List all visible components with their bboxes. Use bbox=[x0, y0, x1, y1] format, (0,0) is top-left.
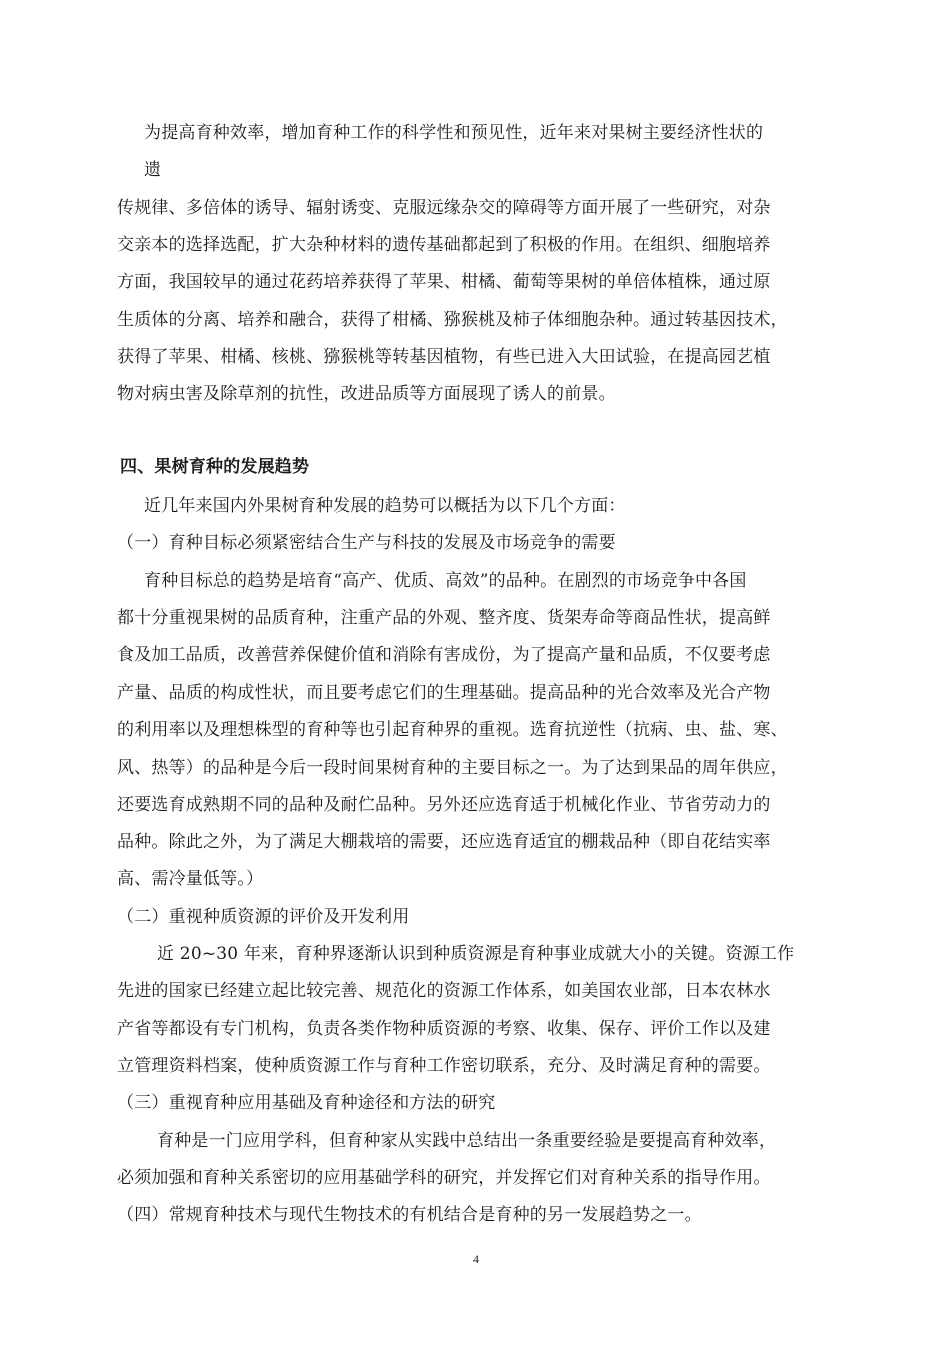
paragraph-line: 产省等都设有专门机构，负责各类作物种质资源的考察、收集、保存、评价工作以及建 bbox=[117, 1019, 771, 1039]
paragraph-line: 高、需冷量低等。） bbox=[117, 869, 264, 889]
paragraph-line: 都十分重视果树的品质育种，注重产品的外观、整齐度、货架寿命等商品性状，提高鲜 bbox=[117, 608, 771, 628]
subheading-3: （三）重视育种应用基础及育种途径和方法的研究 bbox=[117, 1093, 496, 1113]
paragraph-line: 的利用率以及理想株型的育种等也引起育种界的重视。选育抗逆性（抗病、虫、盐、寒、 bbox=[117, 720, 788, 740]
paragraph-line: 为提高育种效率，增加育种工作的科学性和预见性，近年来对果树主要经济性状的 bbox=[144, 123, 764, 143]
section-heading: 四、果树育种的发展趋势 bbox=[120, 457, 310, 477]
paragraph-line: 还要选育成熟期不同的品种及耐伫品种。另外还应选育适于机械化作业、节省劳动力的 bbox=[117, 795, 771, 815]
intro-line: 近几年来国内外果树育种发展的趋势可以概括为以下几个方面： bbox=[144, 496, 626, 516]
paragraph-line: 近 20~30 年来，育种界逐渐认识到种质资源是育种事业成就大小的关键。资源工作 bbox=[157, 944, 795, 964]
paragraph-line: 食及加工品质，改善营养保健价值和消除有害成份，为了提高产量和品质，不仅要考虑 bbox=[117, 645, 771, 665]
paragraph-line: 育种是一门应用学科，但育种家从实践中总结出一条重要经验是要提高育种效率， bbox=[157, 1131, 777, 1151]
paragraph-line: 方面，我国较早的通过花药培养获得了苹果、柑橘、葡萄等果树的单倍体植株，通过原 bbox=[117, 272, 771, 292]
page-number: 4 bbox=[473, 1252, 479, 1266]
paragraph-line: 育种目标总的趋势是培育“高产、优质、高效”的品种。在剧烈的市场竞争中各国 bbox=[144, 571, 747, 591]
paragraph-line: 先进的国家已经建立起比较完善、规范化的资源工作体系，如美国农业部，日本农林水 bbox=[117, 981, 771, 1001]
paragraph-line: 传规律、多倍体的诱导、辐射诱变、克服远缘杂交的障碍等方面开展了一些研究，对杂 bbox=[117, 198, 771, 218]
paragraph-line: 必须加强和育种关系密切的应用基础学科的研究，并发挥它们对育种关系的指导作用。 bbox=[117, 1168, 771, 1188]
paragraph-line: 生质体的分离、培养和融合，获得了柑橘、猕猴桃及柿子体细胞杂种。通过转基因技术， bbox=[117, 310, 788, 330]
subheading-2: （二）重视种质资源的评价及开发利用 bbox=[117, 907, 410, 927]
paragraph-line: 品种。除此之外，为了满足大棚栽培的需要，还应选育适宜的棚栽品种（即自花结实率 bbox=[117, 832, 771, 852]
subheading-1: （一）育种目标必须紧密结合生产与科技的发展及市场竞争的需要 bbox=[117, 533, 616, 553]
paragraph-line: 交亲本的选择选配，扩大杂种材料的遗传基础都起到了积极的作用。在组织、细胞培养 bbox=[117, 235, 771, 255]
paragraph-line: 物对病虫害及除草剂的抗性，改进品质等方面展现了诱人的前景。 bbox=[117, 384, 616, 404]
subheading-4: （四）常规育种技术与现代生物技术的有机结合是育种的另一发展趋势之一。 bbox=[117, 1205, 702, 1225]
paragraph-line: 风、热等）的品种是今后一段时间果树育种的主要目标之一。为了达到果品的周年供应， bbox=[117, 758, 788, 778]
paragraph-line: 立管理资料档案，使种质资源工作与育种工作密切联系，充分、及时满足育种的需要。 bbox=[117, 1056, 771, 1076]
paragraph-line: 产量、品质的构成性状，而且要考虑它们的生理基础。提高品种的光合效率及光合产物 bbox=[117, 683, 771, 703]
paragraph-line: 获得了苹果、柑橘、核桃、猕猴桃等转基因植物，有些已进入大田试验，在提高园艺植 bbox=[117, 347, 771, 367]
paragraph-line: 遗 bbox=[144, 160, 162, 180]
